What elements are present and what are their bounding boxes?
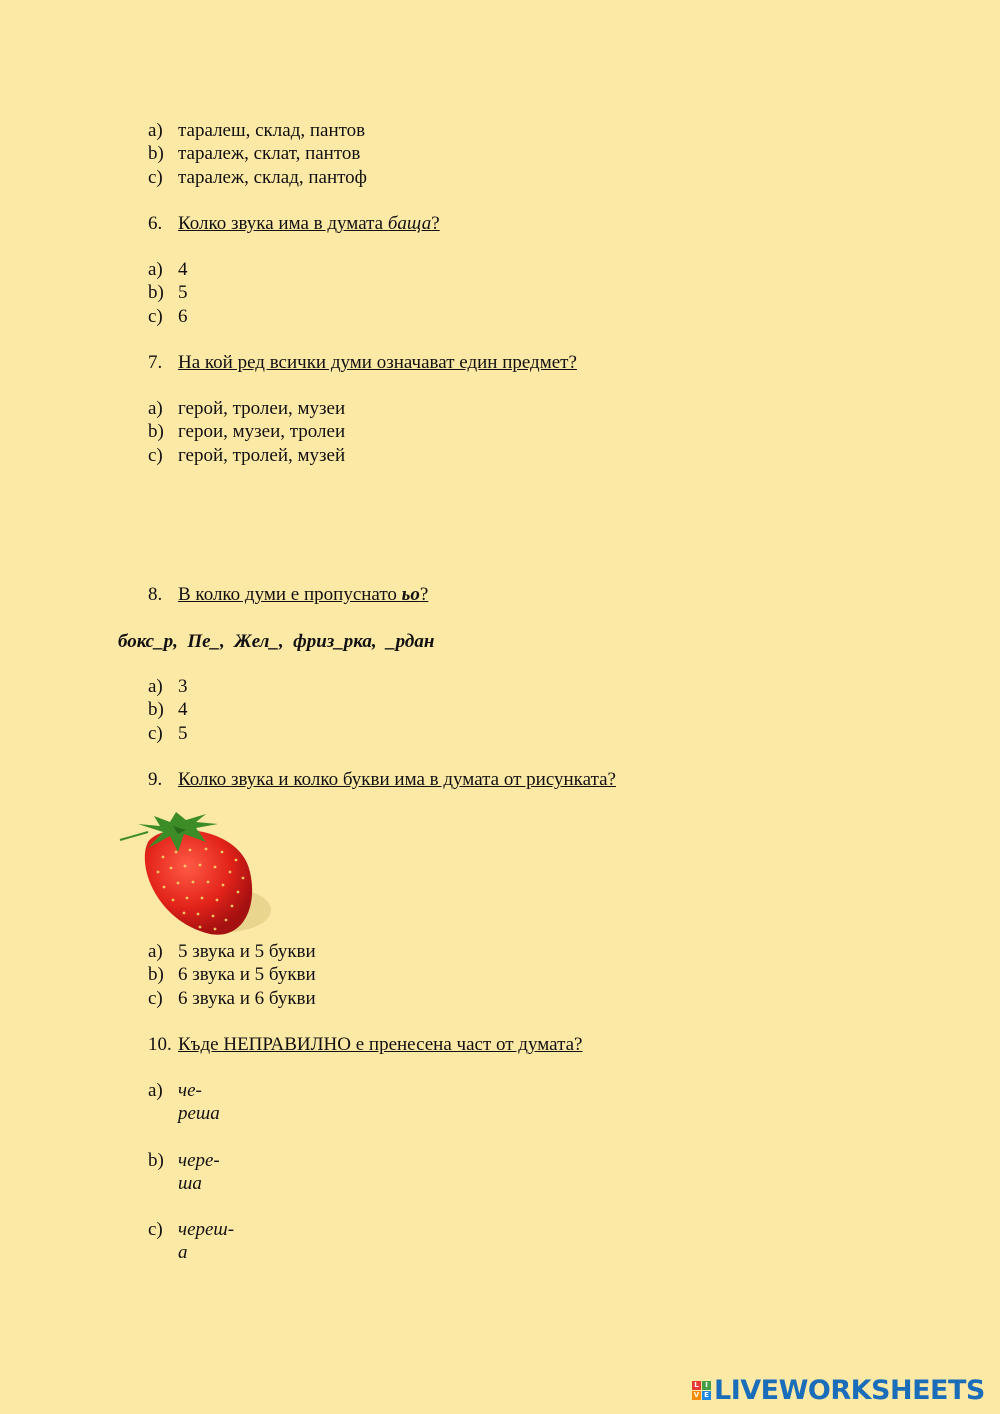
option-text-line2: ша <box>178 1173 202 1195</box>
option-text: 4 <box>178 699 188 721</box>
option-row <box>148 420 346 443</box>
question-number: 9. <box>148 769 163 790</box>
option-text: герой, тролеи, музеи <box>178 398 346 419</box>
option-label: b) <box>148 1150 164 1171</box>
option-label: c) <box>148 1219 163 1240</box>
logo-mark-icon: L I V E <box>692 1381 711 1400</box>
q9-options <box>148 940 316 1010</box>
option-label: c) <box>148 305 163 327</box>
option-row <box>148 281 188 304</box>
question-text: На кой ред всички думи означават един предмет? <box>178 352 577 373</box>
brand-text: LIVEWORKSHEETS <box>714 1374 985 1406</box>
q10-option-b <box>148 1149 220 1196</box>
option-label: a) <box>148 676 163 697</box>
option-row <box>148 142 361 165</box>
option-label: c) <box>148 722 163 744</box>
question-word: баща <box>387 213 432 234</box>
option-label: c) <box>148 987 163 1009</box>
option-text: герои, музеи, тролеи <box>178 421 346 443</box>
option-text-line1: череш- <box>178 1219 235 1240</box>
q7-options <box>148 397 346 467</box>
question-number: 6. <box>148 213 163 234</box>
question-number: 8. <box>148 584 163 605</box>
option-text-line1: чере- <box>178 1150 220 1171</box>
option-text: 5 звука и 5 букви <box>178 941 316 962</box>
strawberry-image <box>118 812 278 942</box>
q8-options <box>148 675 188 745</box>
question-text: В колко думи е пропуснато ьо? <box>178 584 429 605</box>
option-row <box>148 675 188 698</box>
option-row <box>148 397 346 420</box>
option-row <box>148 722 188 745</box>
option-text: 6 <box>178 305 188 327</box>
q10-option-a <box>148 1079 220 1126</box>
question-9 <box>148 768 616 791</box>
question-text: Къде НЕПРАВИЛНО е пренесена част от думата? <box>178 1034 583 1055</box>
option-text: герой, тролей, музей <box>178 444 346 466</box>
option-text: 6 звука и 6 букви <box>178 987 316 1009</box>
option-label: a) <box>148 259 163 280</box>
option-row <box>148 119 366 142</box>
option-text: 5 <box>178 722 188 744</box>
question-word: ьо <box>401 584 420 605</box>
option-row <box>148 698 188 721</box>
option-text: 6 звука и 5 букви <box>178 964 316 986</box>
option-row <box>148 963 316 986</box>
option-row <box>148 166 367 189</box>
option-text-line2: реша <box>178 1103 220 1125</box>
option-label: b) <box>148 421 164 443</box>
option-text: 4 <box>178 259 188 280</box>
q6-options <box>148 258 188 328</box>
q10-option-c <box>148 1218 235 1265</box>
question-text: Колко звука и колко букви има в думата от рисунката? <box>178 769 616 790</box>
option-row <box>148 258 188 281</box>
option-text: таралеж, склад, пантоф <box>178 166 367 188</box>
option-text: 3 <box>178 676 188 697</box>
option-text-line1: че- <box>178 1080 202 1101</box>
option-label: c) <box>148 444 163 466</box>
option-label: a) <box>148 120 163 141</box>
option-label: a) <box>148 398 163 419</box>
option-text-line2: а <box>178 1242 188 1264</box>
option-label: a) <box>148 941 163 962</box>
option-row <box>148 305 188 328</box>
question-number: 7. <box>148 352 163 373</box>
option-label: c) <box>148 166 163 188</box>
liveworksheets-logo <box>692 1374 985 1406</box>
option-label: b) <box>148 282 164 304</box>
option-row <box>148 940 316 963</box>
question-8 <box>148 583 429 606</box>
option-row <box>148 987 316 1010</box>
question-7 <box>148 351 577 374</box>
option-label: b) <box>148 699 164 721</box>
option-text: таралеж, склат, пантов <box>178 143 361 165</box>
option-row <box>148 444 346 467</box>
option-label: a) <box>148 1080 163 1101</box>
option-text: 5 <box>178 282 188 304</box>
question-10 <box>148 1033 583 1056</box>
q5-options <box>148 119 367 189</box>
missing-letters-words: бокс_р, Пе_, Жел_, фриз_рка, _рдан <box>118 631 435 652</box>
option-label: b) <box>148 964 164 986</box>
option-label: b) <box>148 143 164 165</box>
question-number: 10. <box>148 1034 172 1055</box>
option-text: таралеш, склад, пантов <box>178 120 366 141</box>
question-text: Колко звука има в думата баща? <box>178 213 440 234</box>
question-6 <box>148 212 440 235</box>
